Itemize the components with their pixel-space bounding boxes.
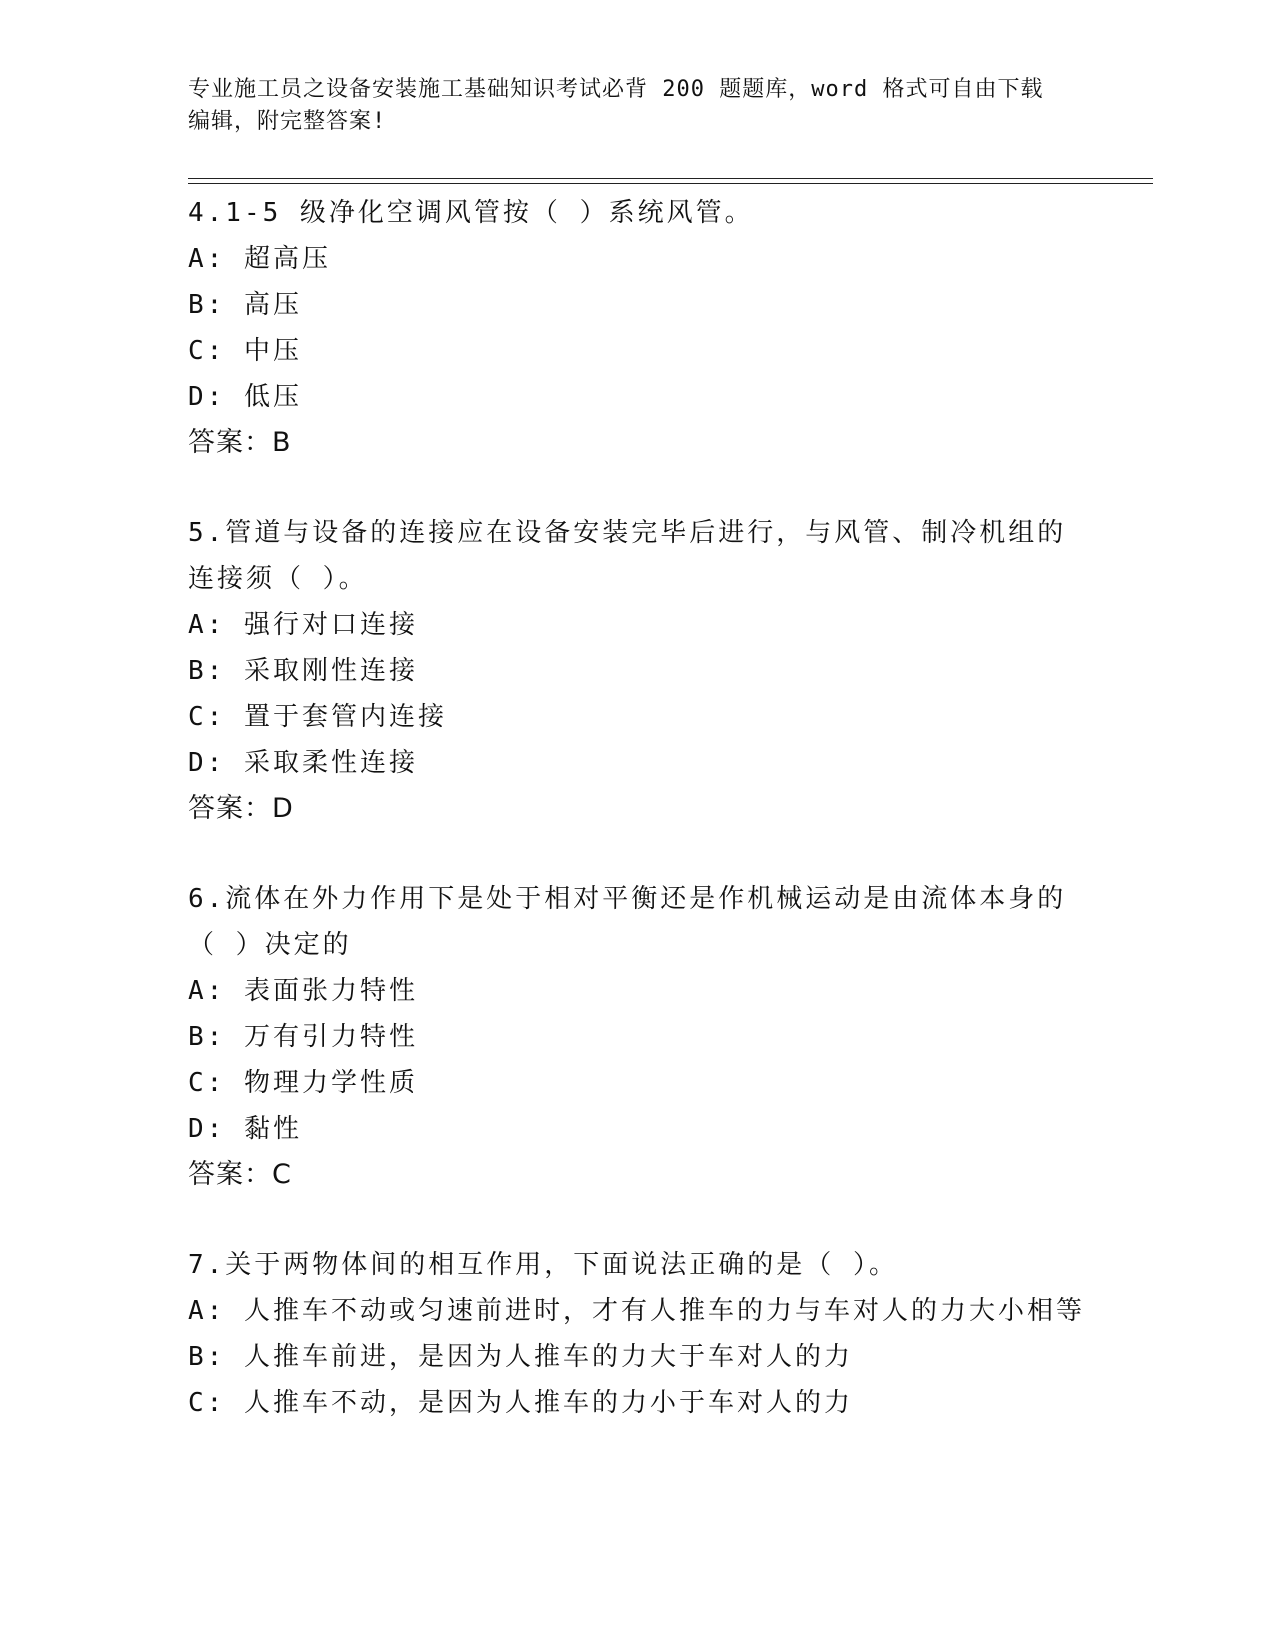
- option-a: [188, 602, 1088, 648]
- option-label: D:: [188, 748, 226, 778]
- header-divider-top: [188, 178, 1153, 179]
- option-text: 低压: [243, 382, 302, 412]
- header-line-2: 编辑，附完整答案!: [188, 109, 387, 134]
- option-text: 中压: [243, 336, 302, 366]
- option-label: B:: [188, 1342, 226, 1372]
- question-text: 5.管道与设备的连接应在设备安装完毕后进行，与风管、制冷机组的: [188, 518, 1067, 548]
- option-label: C:: [188, 336, 226, 366]
- option-text: 表面张力特性: [243, 976, 418, 1006]
- question-text: 4.1-5 级净化空调风管按（ ）系统风管。: [188, 198, 754, 228]
- option-text: 强行对口连接: [243, 610, 418, 640]
- option-b: [188, 282, 1088, 328]
- question-text-continued: （ ）决定的: [188, 930, 352, 960]
- question-text-continued: 连接须（ ）。: [188, 564, 368, 594]
- option-c: [188, 1380, 1088, 1426]
- option-label: C:: [188, 1388, 226, 1418]
- question-5: [188, 510, 1088, 832]
- answer-line: 答案：D: [188, 793, 294, 824]
- option-label: A:: [188, 244, 226, 274]
- option-label: B:: [188, 656, 226, 686]
- option-b: [188, 1014, 1088, 1060]
- option-d: [188, 1106, 1088, 1152]
- option-d: [188, 374, 1088, 420]
- question-text: 6.流体在外力作用下是处于相对平衡还是作机械运动是由流体本身的: [188, 884, 1067, 914]
- question-list: [188, 190, 1088, 1470]
- option-text: 人推车不动，是因为人推车的力小于车对人的力: [243, 1388, 853, 1418]
- option-label: A:: [188, 976, 226, 1006]
- option-text: 超高压: [243, 244, 331, 274]
- option-label: D:: [188, 382, 226, 412]
- option-text: 万有引力特性: [243, 1022, 418, 1052]
- option-c: [188, 328, 1088, 374]
- option-text: 人推车前进，是因为人推车的力大于车对人的力: [243, 1342, 853, 1372]
- option-label: C:: [188, 1068, 226, 1098]
- answer-line: 答案：B: [188, 427, 292, 458]
- option-label: D:: [188, 1114, 226, 1144]
- option-text: 高压: [243, 290, 302, 320]
- option-text: 采取柔性连接: [243, 748, 418, 778]
- option-label: A:: [188, 1296, 226, 1326]
- question-4: [188, 190, 1088, 466]
- option-a: [188, 968, 1088, 1014]
- option-label: A:: [188, 610, 226, 640]
- option-label: C:: [188, 702, 226, 732]
- question-6: [188, 876, 1088, 1198]
- option-label: B:: [188, 290, 226, 320]
- option-c: [188, 1060, 1088, 1106]
- question-7: [188, 1242, 1088, 1426]
- option-b: [188, 648, 1088, 694]
- option-c: [188, 694, 1088, 740]
- option-a: [188, 236, 1088, 282]
- option-text: 采取刚性连接: [243, 656, 418, 686]
- option-a: [188, 1288, 1088, 1334]
- option-text: 物理力学性质: [243, 1068, 418, 1098]
- header-line-1: 专业施工员之设备安装施工基础知识考试必背 200 题题库，word 格式可自由下载: [188, 77, 1044, 102]
- option-label: B:: [188, 1022, 226, 1052]
- document-header: [188, 74, 1068, 138]
- question-text: 7.关于两物体间的相互作用，下面说法正确的是（ ）。: [188, 1250, 898, 1280]
- option-d: [188, 740, 1088, 786]
- header-divider-bottom: [188, 183, 1153, 184]
- option-b: [188, 1334, 1088, 1380]
- option-text: 人推车不动或匀速前进时，才有人推车的力与车对人的力大小相等: [243, 1296, 1085, 1326]
- option-text: 置于套管内连接: [243, 702, 447, 732]
- answer-line: 答案：C: [188, 1159, 292, 1190]
- option-text: 黏性: [243, 1114, 302, 1144]
